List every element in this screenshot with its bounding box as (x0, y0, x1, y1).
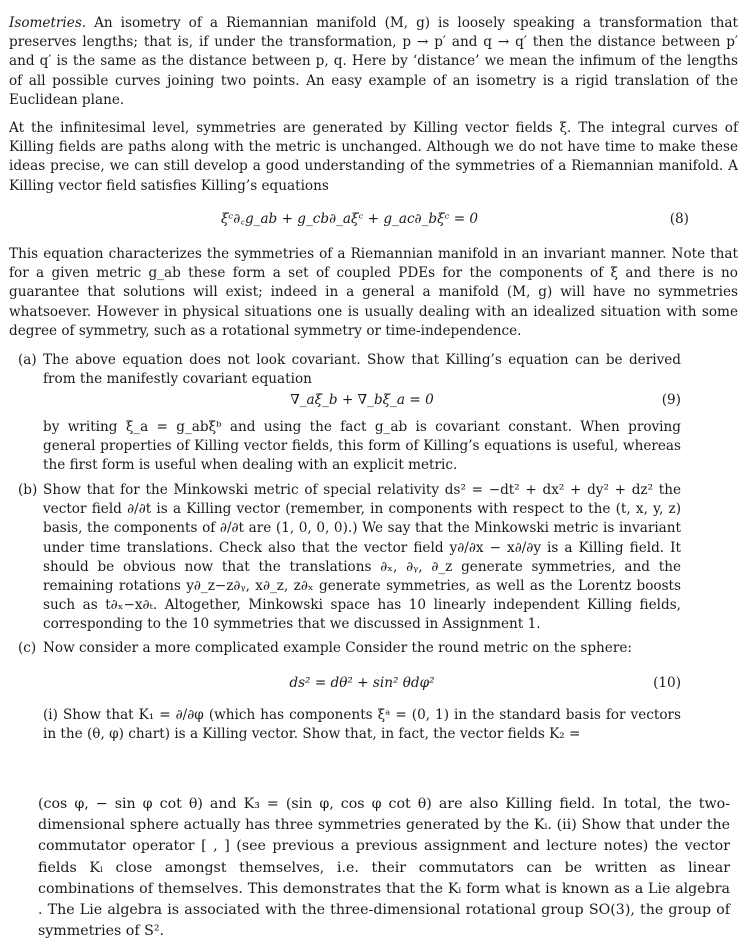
equation-9-number: (9) (661, 392, 681, 408)
part-b-label: (b) (18, 482, 38, 498)
part-c-label: (c) (18, 640, 37, 656)
isometries-heading: Isometries. (9, 15, 87, 31)
isometries-body: An isometry of a Riemannian manifold (M, g) is loosely speaking a transformation that preserves lengths; that is, if under the transformation, p → p′ and q → q′ then the distance between p′ and q′ is the same as the distance between p, q. Here by ‘distance’ we mean the infimum of the lengths of all possible curves joining two points. An easy example of an isometry is a rigid translation of the Euclidean plane. (9, 15, 738, 108)
killing-intro-paragraph: At the infinitesimal level, symmetries are generated by Killing vector fields ξ. The integral curves of Killing fields are paths along with the metric is unchanged. Although we do not have time to make these ideas precise, we can still develop a good understanding of the symmetries of a Riemannian manifold. A Killing vector field satisfies Killing’s equations (9, 120, 738, 194)
characterization-paragraph: This equation characterizes the symmetries of a Riemannian manifold in an invariant manner. Note that for a given metric g_ab these form a set of coupled PDEs for the components of ξ and there is no guarantee that solutions will exist; indeed in a general a manifold (M, g) will have no symmetries whatsoever. However in physical situations one is usually dealing with an idealized situation with some degree of symmetry, such as a rotational symmetry or time-independence. (9, 246, 738, 339)
part-c-after: (i) Show that K₁ = ∂/∂φ (which has components ξᵃ = (0, 1) in the standard basis for vectors in the (θ, φ) chart) is a Killing vector. Show that, in fact, the vector fields K₂ = (43, 707, 681, 743)
equation-9-expression: ∇_aξ_b + ∇_bξ_a = 0 (290, 392, 434, 408)
equation-8-expression: ξᶜ∂꜀g_ab + g_cb∂_aξᶜ + g_ac∂_bξᶜ = 0 (220, 211, 479, 227)
continuation-paragraph: (cos φ, − sin φ cot θ) and K₃ = (sin φ, cos φ cot θ) are also Killing field. In total, the two-dimensional sphere actually has three symmetries generated by the Kᵢ. (ii) Show that under the commutator operator [ , ] (see previous a previous assignment and lecture notes) the vector fields Kᵢ close amongst themselves, i.e. their commutators can be written as linear combinations of themselves. This demonstrates that the Kᵢ form what is known as a Lie algebra . The Lie algebra is associated with the three-dimensional rotational group SO(3), the group of symmetries of S². (38, 796, 730, 940)
part-b-text: Show that for the Minkowski metric of special relativity ds² = −dt² + dx² + dy² + dz² the vector field ∂/∂t is a Killing vector (remember, in components with respect to the (t, x, y, z) basis, the components of ∂/∂t are (1, 0, 0, 0).) We say that the Minkowski metric is invariant under time translations. Check also that the vector field y∂/∂x − x∂/∂y is a Killing field. It should be obvious now that the translations ∂ₓ, ∂ᵧ, ∂_z generate symmetries, and the remaining rotations y∂_z−z∂ᵧ, x∂_z, z∂ₓ generate symmetries, as well as the Lorentz boosts such as t∂ₓ−x∂ₜ. Altogether, Minkowski space has 10 linearly independent Killing fields, corresponding to the 10 symmetries that we discussed in Assignment 1. (43, 482, 681, 633)
equation-10-expression: ds² = dθ² + sin² θdφ² (289, 675, 435, 691)
equation-8-number: (8) (669, 211, 689, 227)
equation-8 (9, 210, 690, 229)
equation-10-number: (10) (653, 675, 681, 691)
part-c-intro: Now consider a more complicated example Consider the round metric on the sphere: (43, 640, 632, 656)
isometries-paragraph (9, 14, 738, 110)
part-a-label: (a) (18, 352, 37, 368)
equation-9 (43, 391, 681, 410)
part-a-intro: The above equation does not look covariant. Show that Killing’s equation can be derived from the manifestly covariant equation (43, 352, 681, 388)
part-a-after: by writing ξ_a = g_abξᵇ and using the fact g_ab is covariant constant. When proving general properties of Killing vector fields, this form of Killing’s equations is useful, whereas the first form is useful when dealing with an explicit metric. (43, 419, 681, 474)
equation-10 (43, 674, 681, 693)
